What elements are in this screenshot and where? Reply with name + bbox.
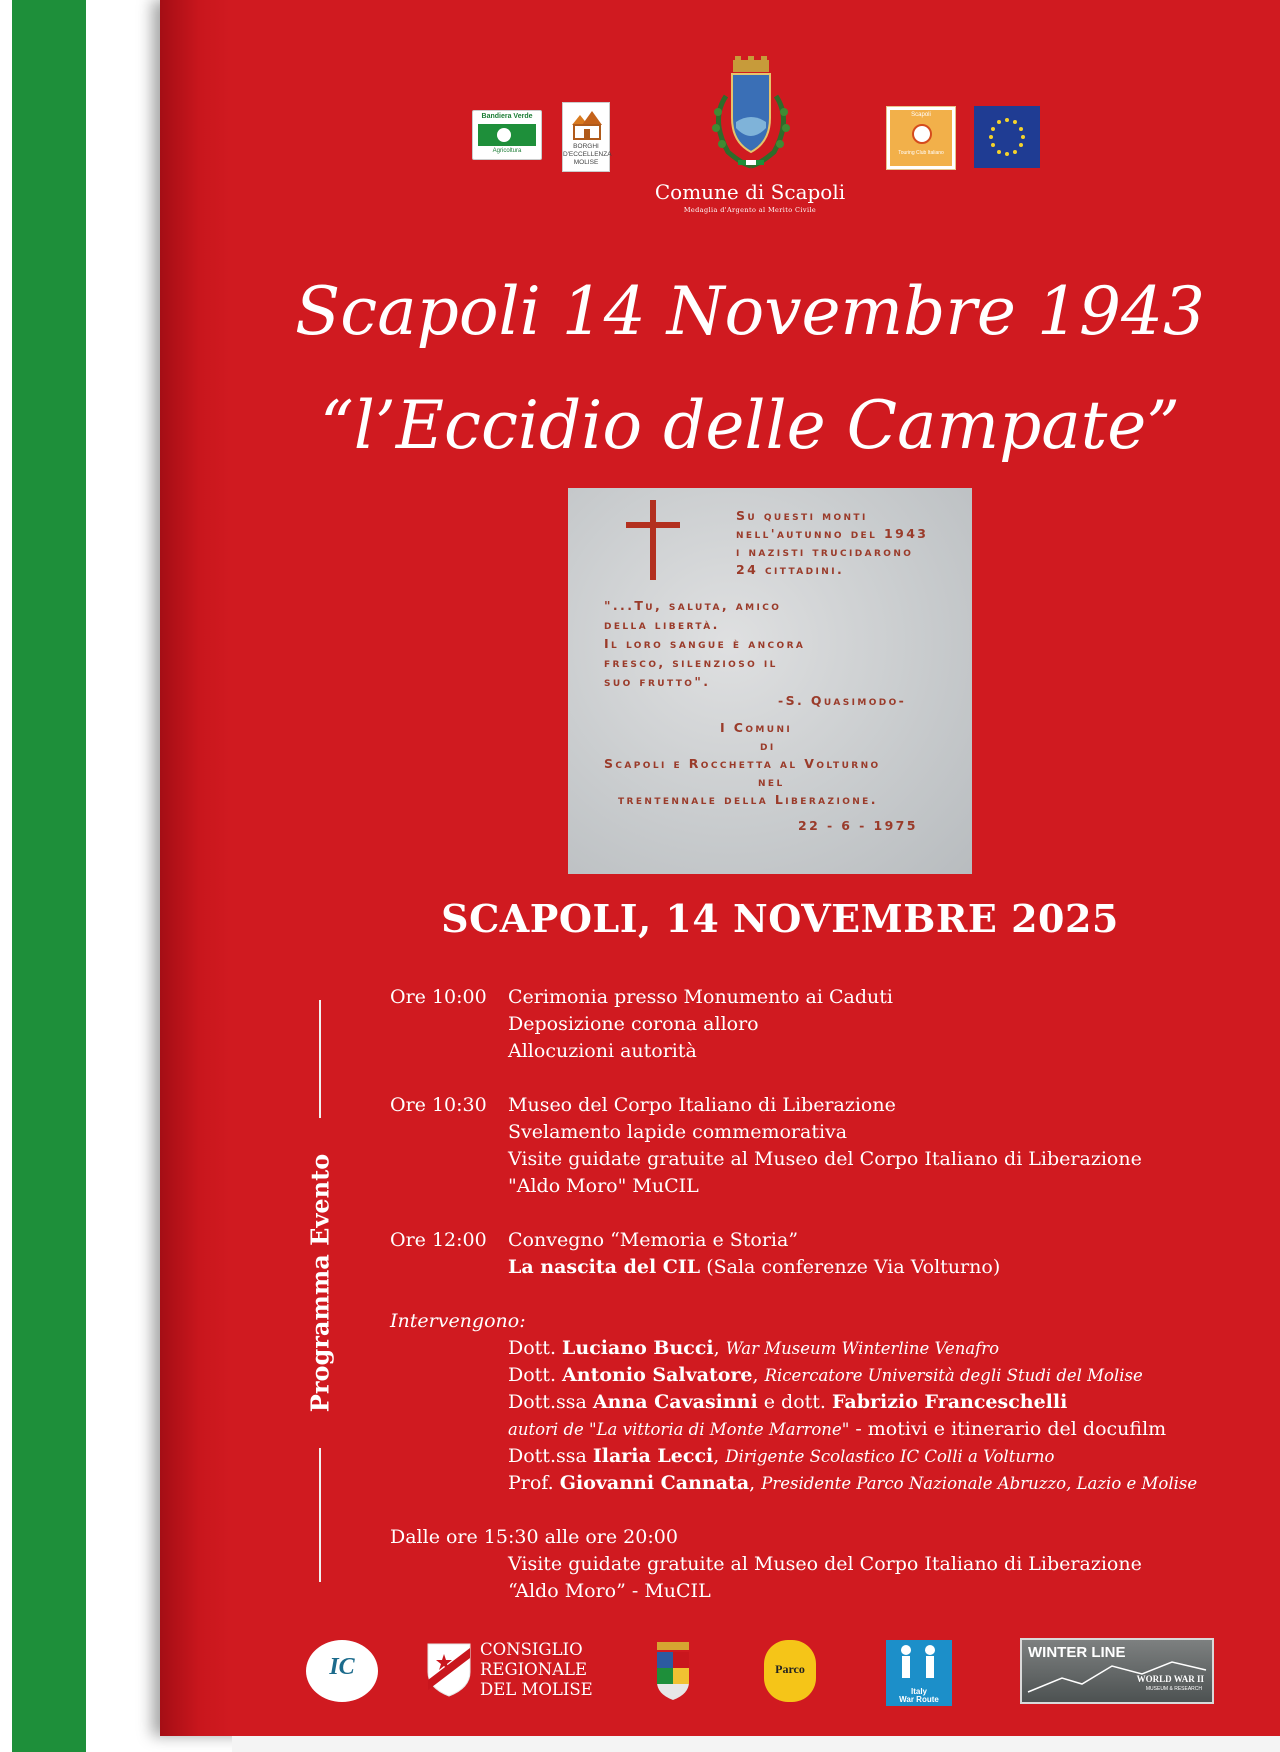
convegno-title: La nascita del CIL (508, 1256, 701, 1278)
plaque-line: suo frutto". (604, 674, 711, 689)
plaque-line: Scapoli e Rocchetta al Volturno (604, 756, 881, 771)
plaque-line: della libertà. (604, 617, 720, 632)
program-line: Deposizione corona alloro (508, 1013, 759, 1035)
plaque-line: 22 - 6 - 1975 (798, 818, 918, 833)
time-1030: Ore 10:30 (390, 1094, 487, 1116)
speaker-name: Luciano Bucci (562, 1337, 714, 1359)
cross-icon (650, 500, 656, 580)
soldiers-icon (886, 1640, 952, 1684)
comune-crest-icon (696, 56, 806, 176)
borghi-line-1: BORGHI (573, 143, 599, 150)
municipal-shield-icon (654, 1642, 692, 1700)
borghi-eccellenza-logo (562, 102, 610, 172)
comune-title: Comune di Scapoli (654, 180, 846, 204)
plaque-line: trentennale della Liberazione. (618, 792, 878, 807)
program-line (508, 1254, 1000, 1281)
speaker-role: Dirigente Scolastico IC Colli a Volturno (725, 1447, 1055, 1466)
plaque-line: -S. Quasimodo- (778, 693, 907, 708)
plaque-line: di (760, 738, 776, 753)
speaker-row: Dott. Luciano Bucci, War Museum Winterline Venafro (508, 1337, 1000, 1359)
speakers-heading: Intervengono: (390, 1310, 526, 1332)
italy-war-route-logo: Italy War Route (886, 1640, 952, 1706)
main-title-line-2: “l’Eccidio delle Campate” (319, 387, 1181, 464)
side-divider-top (319, 1000, 321, 1118)
plaque-line: nell'autunno del 1943 (736, 526, 929, 541)
speaker-role: Ricercatore Università degli Studi del Molise (764, 1366, 1143, 1385)
bandiera-verde-sub: Agricoltura (492, 148, 522, 154)
leaf-icon (497, 128, 511, 142)
plaque-line: 24 cittadini. (736, 562, 845, 577)
main-title-line-1: Scapoli 14 Novembre 1943 (295, 273, 1205, 350)
speaker-name: Ilaria Lecci (592, 1445, 714, 1467)
program-line: Svelamento lapide commemorativa (508, 1121, 848, 1143)
speaker-row: Dott.ssa Ilaria Lecci, Dirigente Scolastico IC Colli a Volturno (508, 1445, 1055, 1467)
speaker-role: War Museum Winterline Venafro (725, 1339, 1000, 1358)
touring-club-logo (886, 106, 956, 170)
programma-evento-label: Programma Evento (305, 1153, 335, 1413)
memorial-plaque (568, 488, 972, 874)
plaque-line: fresco, silenzioso il (604, 655, 778, 670)
speaker-row: Dott. Antonio Salvatore, Ricercatore Università degli Studi del Molise (508, 1364, 1143, 1386)
program-line: Museo del Corpo Italiano di Liberazione (508, 1094, 896, 1116)
page-bottom-edge (232, 1736, 1280, 1752)
program-line: Convegno “Memoria e Storia” (508, 1229, 799, 1251)
speaker-row: Dott.ssa Anna Cavasinni e dott. Fabrizio Franceschelli (508, 1391, 1068, 1413)
program-line: Visite guidate gratuite al Museo del Corpo Italiano di Liberazione (508, 1148, 1142, 1170)
program-line: Allocuzioni autorità (508, 1040, 697, 1062)
program-line: “Aldo Moro” - MuCIL (508, 1580, 711, 1602)
eu-flag-icon (974, 106, 1040, 168)
speaker-desc: autori de "La vittoria di Monte Marrone" - motivi e itinerario del docufilm (508, 1418, 1167, 1440)
plaque-line: nel (758, 774, 785, 789)
event-date-heading: SCAPOLI, 14 NOVEMBRE 2025 (441, 896, 1119, 941)
plaque-line: "...Tu, saluta, amico (604, 598, 782, 613)
touring-club-top: Scapoli (911, 112, 931, 118)
time-afternoon: Dalle ore 15:30 alle ore 20:00 (390, 1526, 678, 1548)
winterline-museum-logo: WINTER LINE WORLD WAR II MUSEUM & RESEARCH (1020, 1638, 1214, 1704)
village-icon (568, 107, 604, 141)
flag-green-stripe (12, 0, 86, 1752)
side-divider-bottom (319, 1448, 321, 1582)
convegno-location: (Sala conferenze Via Volturno) (700, 1256, 1001, 1278)
ic-school-logo: IC (306, 1640, 378, 1702)
speaker-row: Prof. Giovanni Cannata, Presidente Parco Nazionale Abruzzo, Lazio e Molise (508, 1472, 1198, 1494)
time-1000: Ore 10:00 (390, 986, 487, 1008)
program-line: Cerimonia presso Monumento ai Caduti (508, 986, 893, 1008)
plaque-line: i nazisti trucidarono (736, 544, 914, 559)
speaker-role: Presidente Parco Nazionale Abruzzo, Lazio e Molise (761, 1474, 1198, 1493)
plaque-line: I Comuni (720, 720, 793, 735)
time-1200: Ore 12:00 (390, 1229, 487, 1251)
borghi-line-3: MOLISE (573, 159, 599, 166)
speaker-name: Giovanni Cannata (559, 1472, 750, 1494)
speaker-name: Fabrizio Franceschelli (831, 1391, 1068, 1413)
flag-white-stripe (86, 0, 160, 1752)
borghi-line-2: D'ECCELLENZA (563, 151, 612, 158)
speaker-name: Anna Cavasinni (592, 1391, 758, 1413)
bandiera-verde-logo (472, 110, 542, 160)
consiglio-regionale-emblem-icon (424, 1640, 474, 1698)
comune-subtitle: Medaglia d'Argento al Merito Civile (683, 206, 817, 214)
touring-club-sub: Touring Club Italiano (898, 150, 944, 156)
mountain-line-icon (1022, 1640, 1212, 1702)
consiglio-regionale-text: CONSIGLIO REGIONALE DEL MOLISE (480, 1640, 593, 1699)
program-line: Visite guidate gratuite al Museo del Corpo Italiano di Liberazione (508, 1553, 1142, 1575)
plaque-line: Il loro sangue è ancora (604, 636, 806, 651)
program-line: "Aldo Moro" MuCIL (508, 1175, 699, 1197)
parco-abruzzo-logo: Parco (764, 1640, 816, 1702)
bandiera-verde-title: Bandiera Verde (481, 113, 533, 120)
speaker-name: Antonio Salvatore (562, 1364, 753, 1386)
plaque-line: Su questi monti (736, 508, 868, 523)
touring-badge-icon (912, 124, 932, 144)
